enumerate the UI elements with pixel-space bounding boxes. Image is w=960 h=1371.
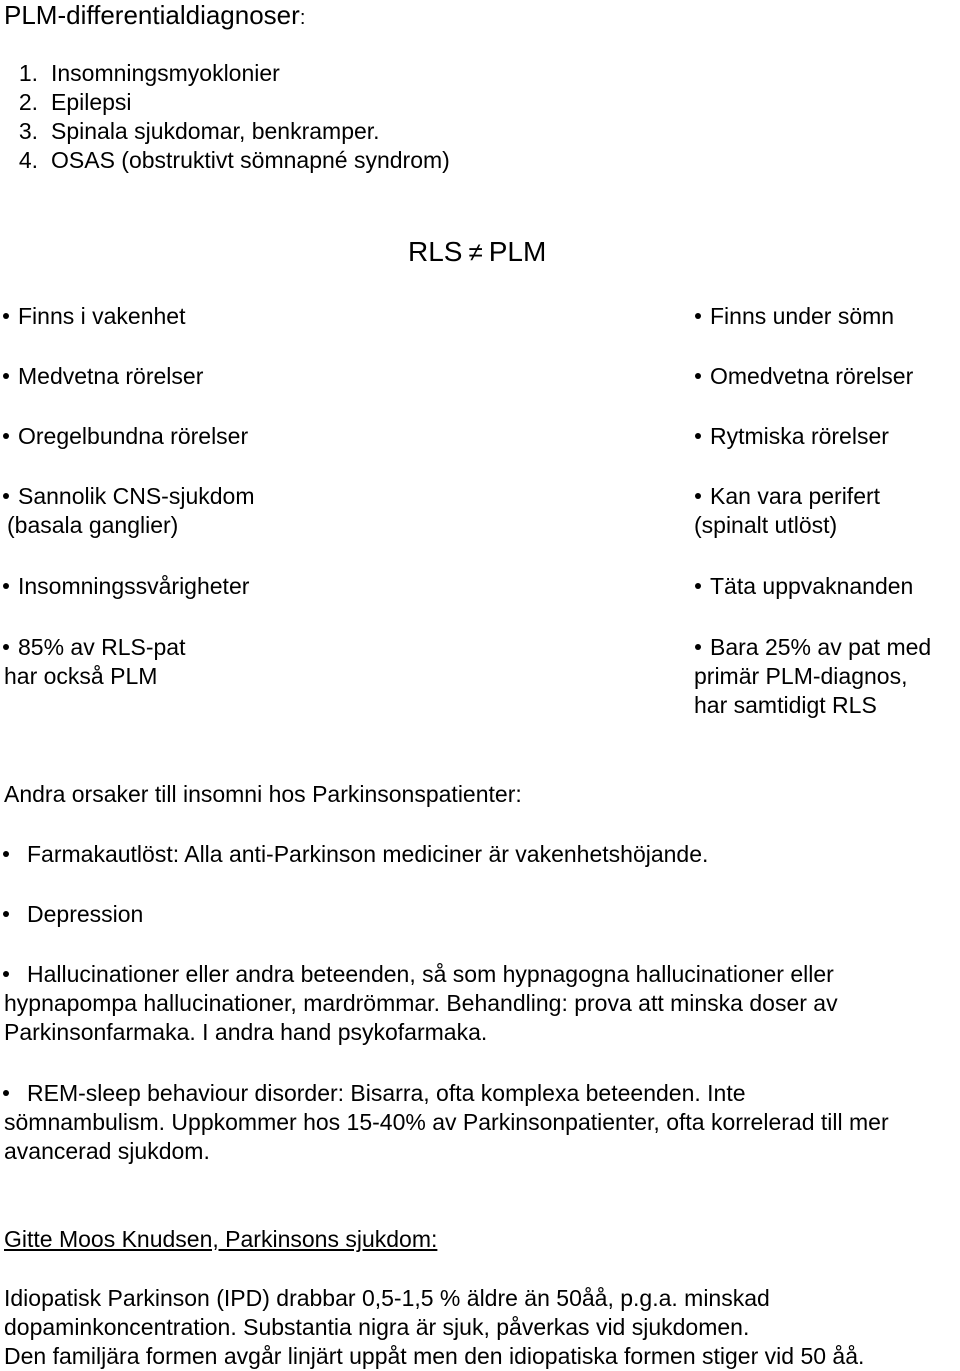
feature-text: 85% av RLS-pat: [18, 634, 186, 660]
feature-text: Rytmiska rörelser: [710, 423, 889, 449]
bullet-icon: [695, 313, 701, 319]
list-item: [0, 900, 143, 929]
rls-feature: [0, 482, 254, 511]
plm-feature-continuation: (spinalt utlöst): [694, 512, 838, 538]
list-item-text: Epilepsi: [51, 89, 132, 115]
rls-feature-continuation: (basala ganglier): [7, 512, 179, 538]
bullet-icon: [695, 433, 701, 439]
rls-feature-continuation: har också PLM: [4, 663, 158, 689]
page-title-text: PLM-differentialdiagnoser: [4, 0, 300, 30]
numbered-list-item: [0, 88, 132, 117]
comparison-heading: [408, 236, 546, 268]
bullet-icon: [3, 1090, 9, 1096]
plm-label: PLM: [488, 236, 547, 267]
source-paragraph: Idiopatisk Parkinson (IPD) drabbar 0,5-1,5 % äldre än 50åå, p.g.a. minskad dopaminkoncentration. Substantia nigra är sjuk, påverkas vid sjukdomen.: [4, 1285, 770, 1340]
rls-feature: [0, 633, 185, 662]
list-item: [0, 1079, 746, 1108]
plm-feature: [692, 422, 889, 451]
feature-text: Bara 25% av pat med: [710, 634, 932, 660]
rls-label: RLS: [408, 236, 463, 267]
title-colon: :: [299, 7, 306, 29]
list-number: 3.: [18, 118, 38, 144]
list-item-continuation: hypnapompa hallucinationer, mardrömmar. Behandling: prova att minska doser av Parkinsonfarmaka. I andra hand psykofarmaka.: [4, 990, 838, 1045]
list-number: 1.: [18, 60, 38, 86]
feature-text: Täta uppvaknanden: [710, 573, 914, 599]
list-item-text: Hallucinationer eller andra beteenden, så som hypnagogna hallucinationer eller: [27, 961, 834, 987]
plm-feature-continuation: har samtidigt RLS: [694, 692, 877, 718]
plm-feature-continuation: primär PLM-diagnos,: [694, 663, 908, 689]
plm-feature: [692, 302, 894, 331]
feature-text: Kan vara perifert: [710, 483, 881, 509]
bullet-icon: [3, 583, 9, 589]
list-number: 4.: [18, 147, 38, 173]
other-causes-heading: Andra orsaker till insomni hos Parkinsonspatienter:: [4, 781, 522, 807]
feature-text: Omedvetna rörelser: [710, 363, 914, 389]
source-heading: Gitte Moos Knudsen, Parkinsons sjukdom:: [4, 1226, 438, 1252]
bullet-icon: [695, 493, 701, 499]
list-item-text: Depression: [27, 901, 144, 927]
bullet-icon: [3, 373, 9, 379]
plm-feature: [692, 482, 880, 511]
list-item-text: Farmakautlöst: Alla anti-Parkinson mediciner är vakenhetshöjande.: [27, 841, 709, 867]
rls-feature: [0, 362, 203, 391]
list-item: [0, 960, 834, 989]
bullet-icon: [3, 433, 9, 439]
numbered-list-item: [0, 146, 450, 175]
feature-text: Finns under sömn: [710, 303, 895, 329]
plm-feature: [692, 633, 931, 662]
rls-feature: [0, 302, 185, 331]
bullet-icon: [3, 851, 9, 857]
bullet-icon: [3, 971, 9, 977]
page-title: [4, 0, 305, 33]
feature-text: Oregelbundna rörelser: [18, 423, 249, 449]
feature-text: Insomningssvårigheter: [18, 573, 250, 599]
rls-feature: [0, 422, 248, 451]
bullet-icon: [3, 911, 9, 917]
bullet-icon: [3, 644, 9, 650]
bullet-icon: [695, 373, 701, 379]
list-number: 2.: [18, 89, 38, 115]
list-item-text: Spinala sjukdomar, benkramper.: [51, 118, 380, 144]
feature-text: Sannolik CNS-sjukdom: [18, 483, 255, 509]
bullet-icon: [3, 313, 9, 319]
list-item-text: OSAS (obstruktivt sömnapné syndrom): [51, 147, 450, 173]
list-item-text: Insomningsmyoklonier: [51, 60, 280, 86]
list-item: [0, 840, 708, 869]
source-paragraph-2: Den familjära formen avgår linjärt uppåt men den idiopatiska formen stiger vid 50 åå.: [4, 1343, 865, 1369]
list-item-continuation: sömnambulism. Uppkommer hos 15-40% av Parkinsonpatienter, ofta korrelerad till mer avancerad sjukdom.: [4, 1109, 889, 1164]
numbered-list-item: [0, 117, 380, 146]
list-item-text: REM-sleep behaviour disorder: Bisarra, ofta komplexa beteenden. Inte: [27, 1080, 746, 1106]
numbered-list-item: [0, 59, 280, 88]
feature-text: Medvetna rörelser: [18, 363, 204, 389]
feature-text: Finns i vakenhet: [18, 303, 186, 329]
bullet-icon: [695, 644, 701, 650]
bullet-icon: [695, 583, 701, 589]
plm-feature: [692, 572, 913, 601]
not-equal-icon: ≠: [468, 237, 483, 267]
rls-feature: [0, 572, 249, 601]
bullet-icon: [3, 493, 9, 499]
plm-feature: [692, 362, 913, 391]
